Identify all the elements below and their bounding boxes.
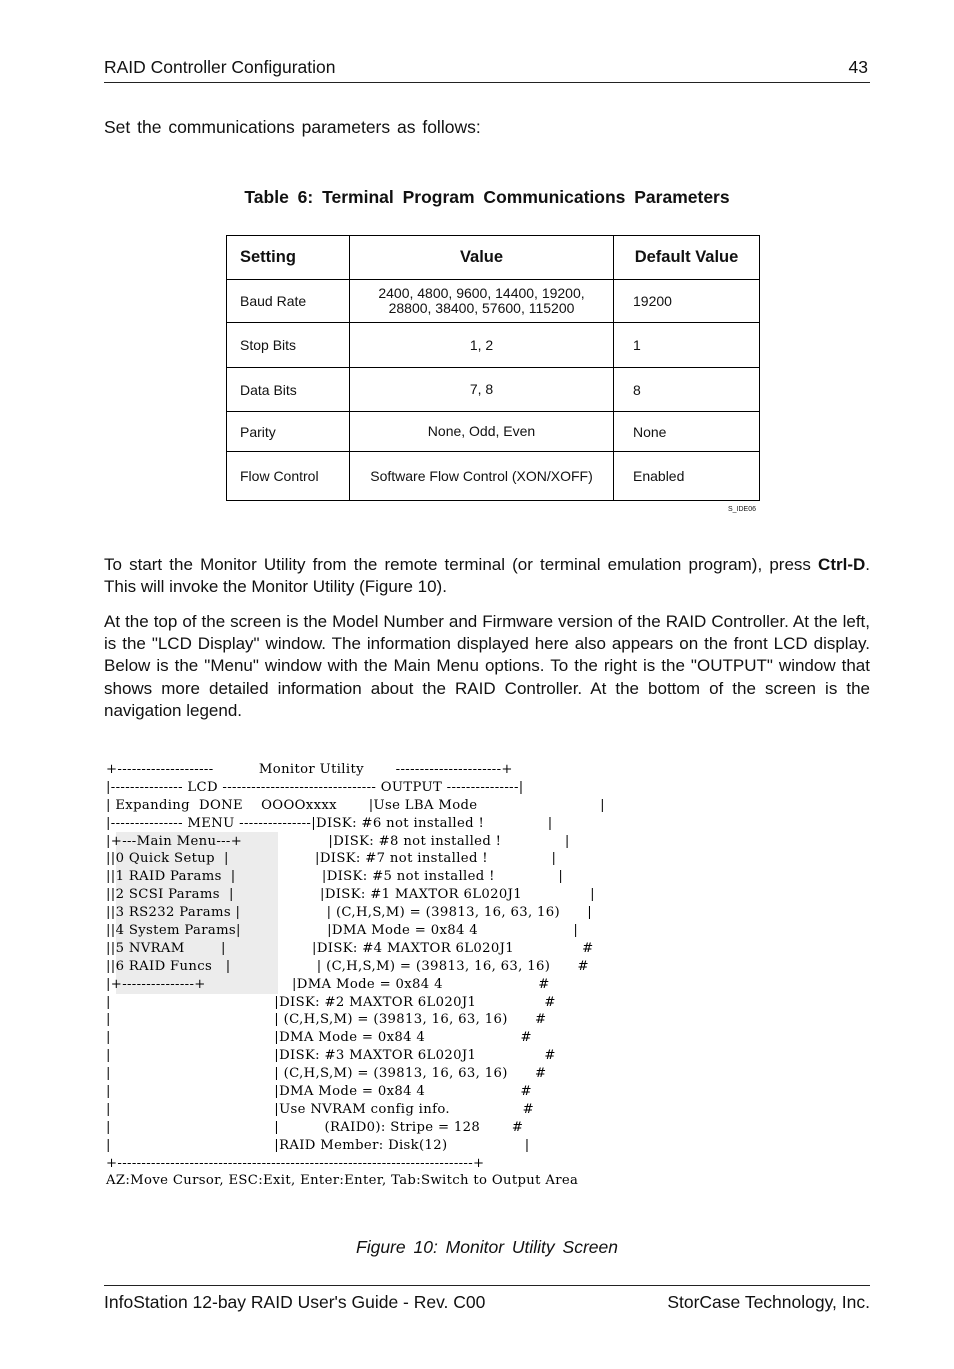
terminal-line: ||6 RAID Funcs | | (C,H,S,M) = (39813, 16, 63, 16) #: [106, 958, 589, 974]
cell-value: 1, 2: [350, 323, 614, 368]
terminal-line: | |DISK: #2 MAXTOR 6L020J1 #: [106, 994, 556, 1010]
table-header-row: [227, 236, 760, 280]
terminal-line: | |DMA Mode = 0x84 4 #: [106, 1030, 532, 1046]
cell-default: Enabled: [614, 452, 760, 501]
cell-setting: Flow Control: [227, 452, 350, 501]
terminal-line: +--------------------------------------------------------------------------+: [106, 1155, 485, 1171]
footer-rule: [104, 1285, 870, 1286]
table-image-id: S_IDE06: [728, 506, 757, 513]
table-row: [227, 280, 760, 323]
terminal-line: ||2 SCSI Params | |DISK: #1 MAXTOR 6L020J1 |: [106, 887, 595, 903]
paragraph-screen-description: At the top of the screen is the Model Number and Firmware version of the RAID Controller. At the left, is the "LCD Display" window. The information displayed here also appears on the front LCD display. Below is the "Menu" window with the Main Menu options. To the right is the "OUTPUT" window that shows more detailed information about the RAID Controller. At the bottom of the screen is the navigation legend.: [104, 612, 870, 720]
terminal-line: | | (C,H,S,M) = (39813, 16, 63, 16) #: [106, 1066, 547, 1082]
cell-setting: Parity: [227, 412, 350, 452]
table-row: [227, 452, 760, 501]
figure-caption: Figure 10: Monitor Utility Screen: [356, 1237, 618, 1257]
terminal-line: | |DMA Mode = 0x84 4 #: [106, 1084, 532, 1100]
column-header-default: Default Value: [614, 236, 760, 280]
paragraph-text: . This will invoke the Monitor Utility (Figure 10).: [104, 555, 870, 597]
monitor-utility-screen: [106, 761, 866, 1198]
terminal-line: | | (RAID0): Stripe = 128 #: [106, 1119, 524, 1135]
terminal-line: +-------------------- Monitor Utility ----------------------+: [106, 762, 513, 777]
cell-value: Software Flow Control (XON/XOFF): [350, 452, 614, 501]
paragraph-text: To start the Monitor Utility from the remote terminal (or terminal emulation program), press: [104, 555, 819, 574]
terminal-line: ||0 Quick Setup | |DISK: #7 not installed ! |: [106, 851, 557, 867]
column-header-value: Value: [350, 236, 614, 280]
cell-value: None, Odd, Even: [350, 412, 614, 452]
terminal-line: AZ:Move Cursor, ESC:Exit, Enter:Enter, Tab:Switch to Output Area: [106, 1173, 579, 1189]
keystroke-ctrl-d: Ctrl-D: [818, 555, 866, 574]
terminal-line: | |DISK: #3 MAXTOR 6L020J1 #: [106, 1048, 556, 1064]
terminal-line: | |RAID Member: Disk(12) |: [106, 1137, 530, 1153]
table-row: [227, 412, 760, 452]
cell-setting: Stop Bits: [227, 323, 350, 368]
table-row: [227, 368, 760, 412]
terminal-line: |+---------------+ |DMA Mode = 0x84 4 #: [106, 976, 550, 992]
parameters-table: [226, 235, 760, 501]
cell-default: 8: [614, 368, 760, 412]
cell-setting: Data Bits: [227, 368, 350, 412]
header-rule: [104, 82, 870, 83]
cell-default: None: [614, 412, 760, 452]
paragraph-start-monitor: [104, 554, 870, 598]
cell-default: 19200: [614, 280, 760, 323]
terminal-line: | Expanding DONE OOOOxxxx |Use LBA Mode |: [106, 797, 605, 813]
cell-default: 1: [614, 323, 760, 368]
cell-value-line: 28800, 38400, 57600, 115200: [388, 300, 575, 316]
terminal-line: | | (C,H,S,M) = (39813, 16, 63, 16) #: [106, 1012, 547, 1028]
cell-value: [350, 280, 614, 323]
intro-text: Set the communications parameters as follows:: [104, 117, 481, 137]
terminal-line: ||4 System Params| |DMA Mode = 0x84 4 |: [106, 923, 579, 939]
column-header-setting: Setting: [227, 236, 350, 280]
running-header-title: RAID Controller Configuration: [104, 57, 336, 77]
table-row: [227, 323, 760, 368]
cell-setting: Baud Rate: [227, 280, 350, 323]
cell-value-line: 2400, 4800, 9600, 14400, 19200,: [378, 285, 585, 301]
terminal-line: |--------------- LCD -------------------------------- OUTPUT ---------------|: [106, 779, 524, 795]
footer-company: StorCase Technology, Inc.: [667, 1292, 870, 1312]
terminal-line: |+---Main Menu---+ |DISK: #8 not installed ! |: [106, 833, 570, 849]
table-caption: Table 6: Terminal Program Communications Parameters: [244, 187, 730, 207]
terminal-line: ||5 NVRAM | |DISK: #4 MAXTOR 6L020J1 #: [106, 940, 594, 956]
page-number: 43: [848, 57, 868, 77]
footer-document-title: InfoStation 12-bay RAID User's Guide - Rev. C00: [104, 1292, 486, 1312]
terminal-line: ||1 RAID Params | |DISK: #5 not installed ! |: [106, 869, 564, 885]
terminal-line: | |Use NVRAM config info. #: [106, 1101, 534, 1117]
terminal-line: ||3 RS232 Params | | (C,H,S,M) = (39813, 16, 63, 16) |: [106, 905, 593, 921]
terminal-line: |--------------- MENU ---------------|DISK: #6 not installed ! |: [106, 815, 553, 831]
cell-value: 7, 8: [350, 368, 614, 412]
